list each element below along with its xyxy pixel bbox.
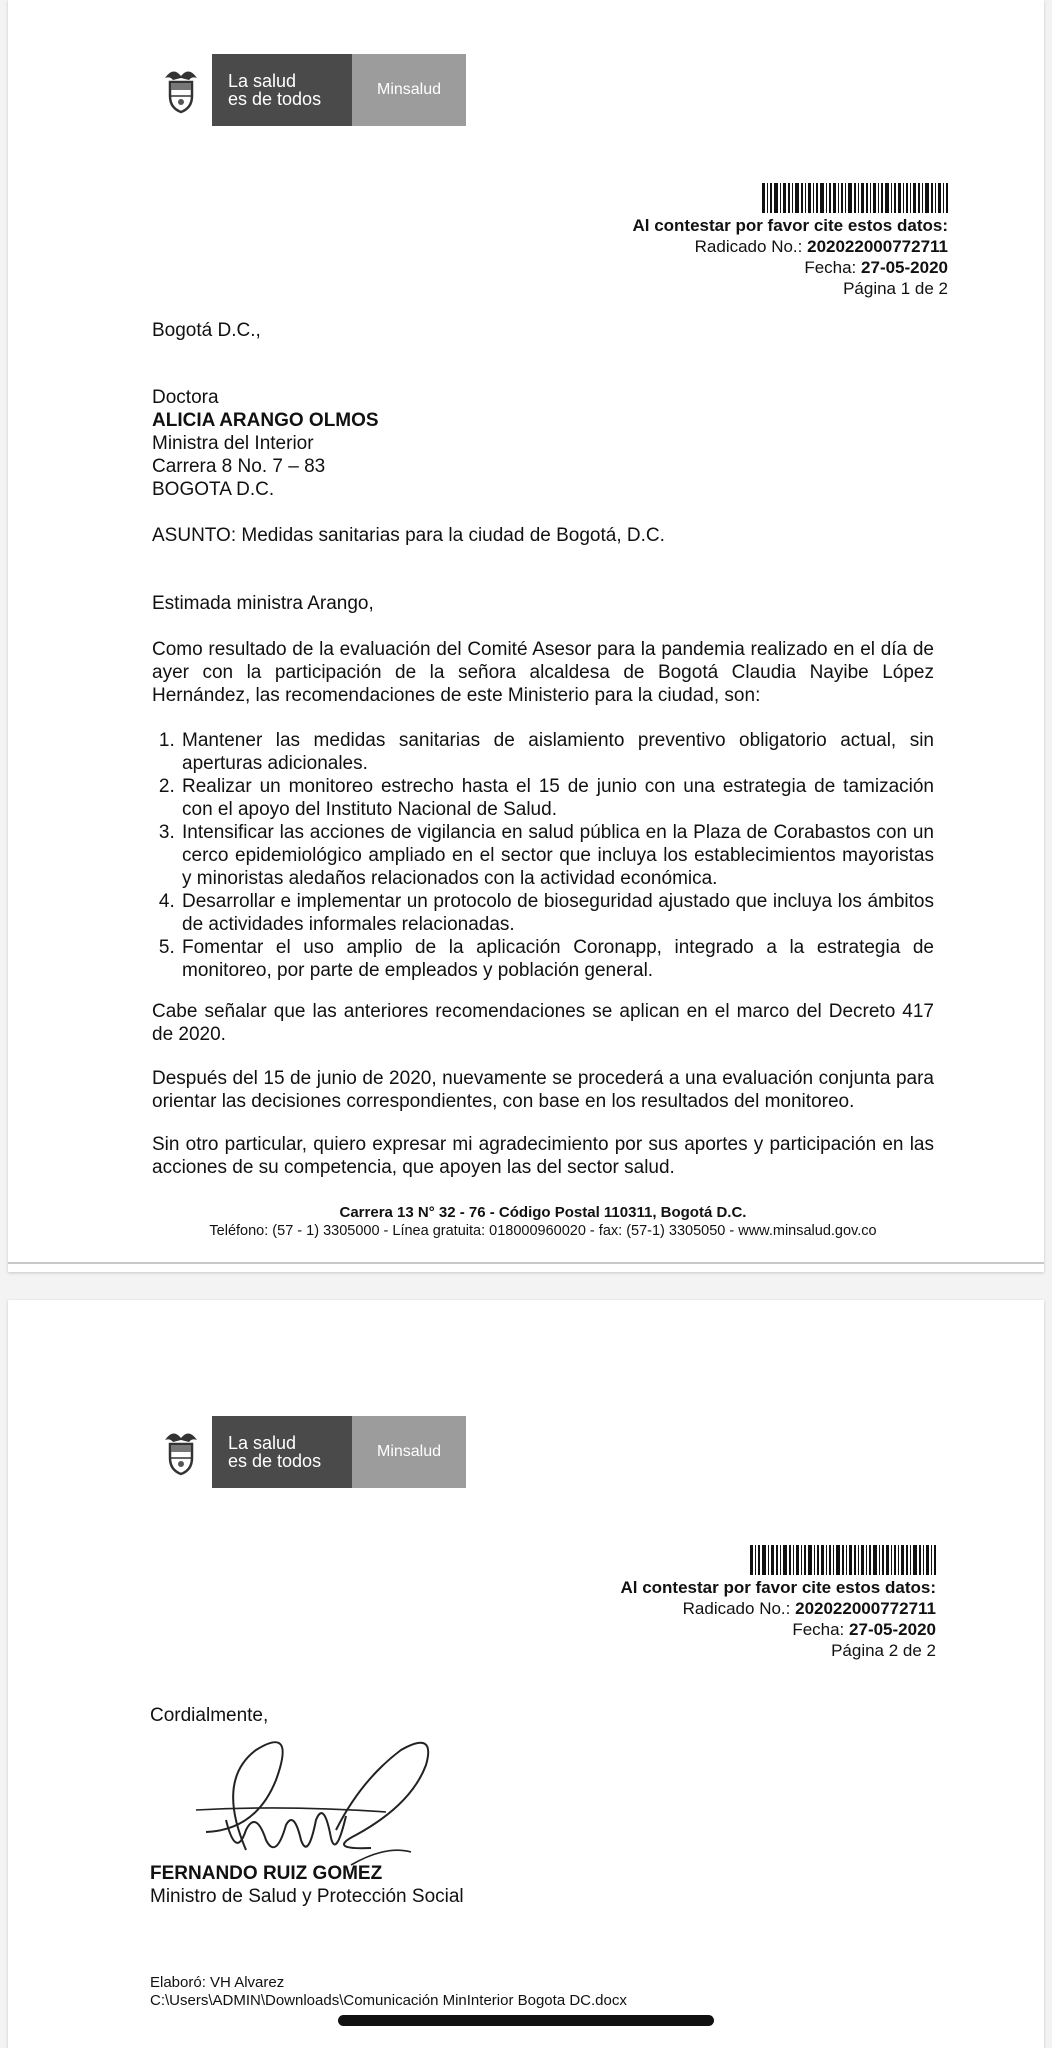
- fecha-value: 27-05-2020: [849, 1620, 936, 1639]
- prepared-block: [150, 1974, 932, 2010]
- page-number: Página 2 de 2: [831, 1641, 936, 1660]
- radicado-value: 202022000772711: [807, 237, 948, 256]
- letter-intro: Como resultado de la evaluación del Comité Asesor para la pandemia realizado en el día de ayer con la participación de la señora alcaldesa de Bogotá Claudia Nayibe López Hernández, las recomendaciones de este Ministerio para la ciudad, son:: [152, 639, 934, 706]
- footer-contact: Teléfono: (57 - 1) 3305000 - Línea gratuita: 018000960020 - fax: (57-1) 3305050 - www.minsalud.gov.co: [209, 1223, 877, 1239]
- fecha-label: Fecha:: [804, 258, 857, 277]
- brand-slogan-line1: La salud: [228, 71, 297, 91]
- letter-subject: ASUNTO: Medidas sanitarias para la ciudad de Bogotá, D.C.: [152, 525, 665, 546]
- document-page-1: [8, 0, 1044, 1272]
- closing: Cordialmente,: [150, 1705, 269, 1726]
- signer-block: [150, 1862, 932, 1908]
- paragraph-decree: Cabe señalar que las anteriores recomendaciones se aplican en el marco del Decreto 417 de 2020.: [152, 1001, 934, 1045]
- brand-slogan-line2: es de todos: [228, 89, 322, 109]
- minsalud-logo: [150, 54, 466, 126]
- recipient-city: BOGOTA D.C.: [152, 479, 275, 500]
- radicado-line: [620, 1598, 936, 1619]
- recipient-title: Doctora: [152, 387, 219, 408]
- footer-address: Carrera 13 N° 32 - 76 - Código Postal 110311, Bogotá D.C.: [339, 1204, 747, 1221]
- signer-role: Ministro de Salud y Protección Social: [150, 1886, 464, 1907]
- fecha-value: 27-05-2020: [861, 258, 948, 277]
- paragraph-after: Después del 15 de junio de 2020, nuevamente se procederá a una evaluación conjunta para orientar las decisiones correspondientes, con base en los resultados del monitoreo.: [152, 1068, 934, 1112]
- recipient-name: ALICIA ARANGO OLMOS: [152, 410, 379, 431]
- signer-name: FERNANDO RUIZ GOMEZ: [150, 1863, 383, 1884]
- recipient-address: Carrera 8 No. 7 – 83: [152, 456, 326, 477]
- list-item: 3. Intensificar las acciones de vigilancia en salud pública en la Plaza de Corabastos con un cerco epidemiológico ampliado en el sector que incluya los establecimientos mayoristas y minoristas aledaños relacionados con la actividad económica.: [180, 821, 934, 890]
- home-indicator[interactable]: [338, 2015, 714, 2026]
- recipient-block: [152, 386, 934, 501]
- radicado-value: 202022000772711: [795, 1599, 936, 1618]
- page-number: Página 1 de 2: [843, 279, 948, 298]
- radicado-label: Radicado No.:: [694, 237, 803, 256]
- brand-slogan: [212, 54, 352, 126]
- barcode: [632, 183, 948, 213]
- colombia-coat-of-arms-icon: [150, 1416, 212, 1488]
- list-item: 2. Realizar un monitoreo estrecho hasta el 15 de junio con una estrategia de tamización con el apoyo del Instituto Nacional de Salud.: [180, 775, 934, 821]
- handwritten-signature: [186, 1720, 446, 1880]
- cite-label: Al contestar por favor cite estos datos:: [620, 1578, 936, 1597]
- reference-block: [632, 183, 948, 299]
- fecha-line: [632, 257, 948, 278]
- radicado-label: Radicado No.:: [682, 1599, 791, 1618]
- file-path: C:\Users\ADMIN\Downloads\Comunicación MinInterior Bogota DC.docx: [150, 1992, 627, 2009]
- cite-label: Al contestar por favor cite estos datos:: [632, 216, 948, 235]
- reference-block: [620, 1545, 936, 1661]
- brand-slogan-line1: La salud: [228, 1433, 297, 1453]
- letter-city: Bogotá D.C.,: [152, 320, 261, 341]
- list-item: 4. Desarrollar e implementar un protocolo de bioseguridad ajustado que incluya los ámbitos de actividades informales relacionadas.: [180, 890, 934, 936]
- list-item: 5. Fomentar el uso amplio de la aplicación Coronapp, integrado a la estrategia de monitoreo, por parte de empleados y población general.: [180, 936, 934, 982]
- page-divider: [8, 1262, 1044, 1264]
- brand-slogan-line2: es de todos: [228, 1451, 322, 1471]
- colombia-coat-of-arms-icon: [150, 54, 212, 126]
- recommendations-list: [152, 729, 934, 982]
- paragraph-thanks: Sin otro particular, quiero expresar mi agradecimiento por sus aportes y participación en las acciones de su competencia, que apoyen las del sector salud.: [152, 1134, 934, 1178]
- radicado-line: [632, 236, 948, 257]
- minsalud-logo: [150, 1416, 466, 1488]
- barcode: [620, 1545, 936, 1575]
- fecha-line: [620, 1619, 936, 1640]
- fecha-label: Fecha:: [792, 1620, 845, 1639]
- prepared-by: Elaboró: VH Alvarez: [150, 1974, 285, 1991]
- list-item: 1. Mantener las medidas sanitarias de aislamiento preventivo obligatorio actual, sin aperturas adicionales.: [180, 729, 934, 775]
- brand-tag: Minsalud: [352, 1416, 466, 1488]
- brand-slogan: [212, 1416, 352, 1488]
- letter-greeting: Estimada ministra Arango,: [152, 593, 374, 614]
- document-page-2: [8, 1300, 1044, 2048]
- brand-tag: Minsalud: [352, 54, 466, 126]
- recipient-role: Ministra del Interior: [152, 433, 314, 454]
